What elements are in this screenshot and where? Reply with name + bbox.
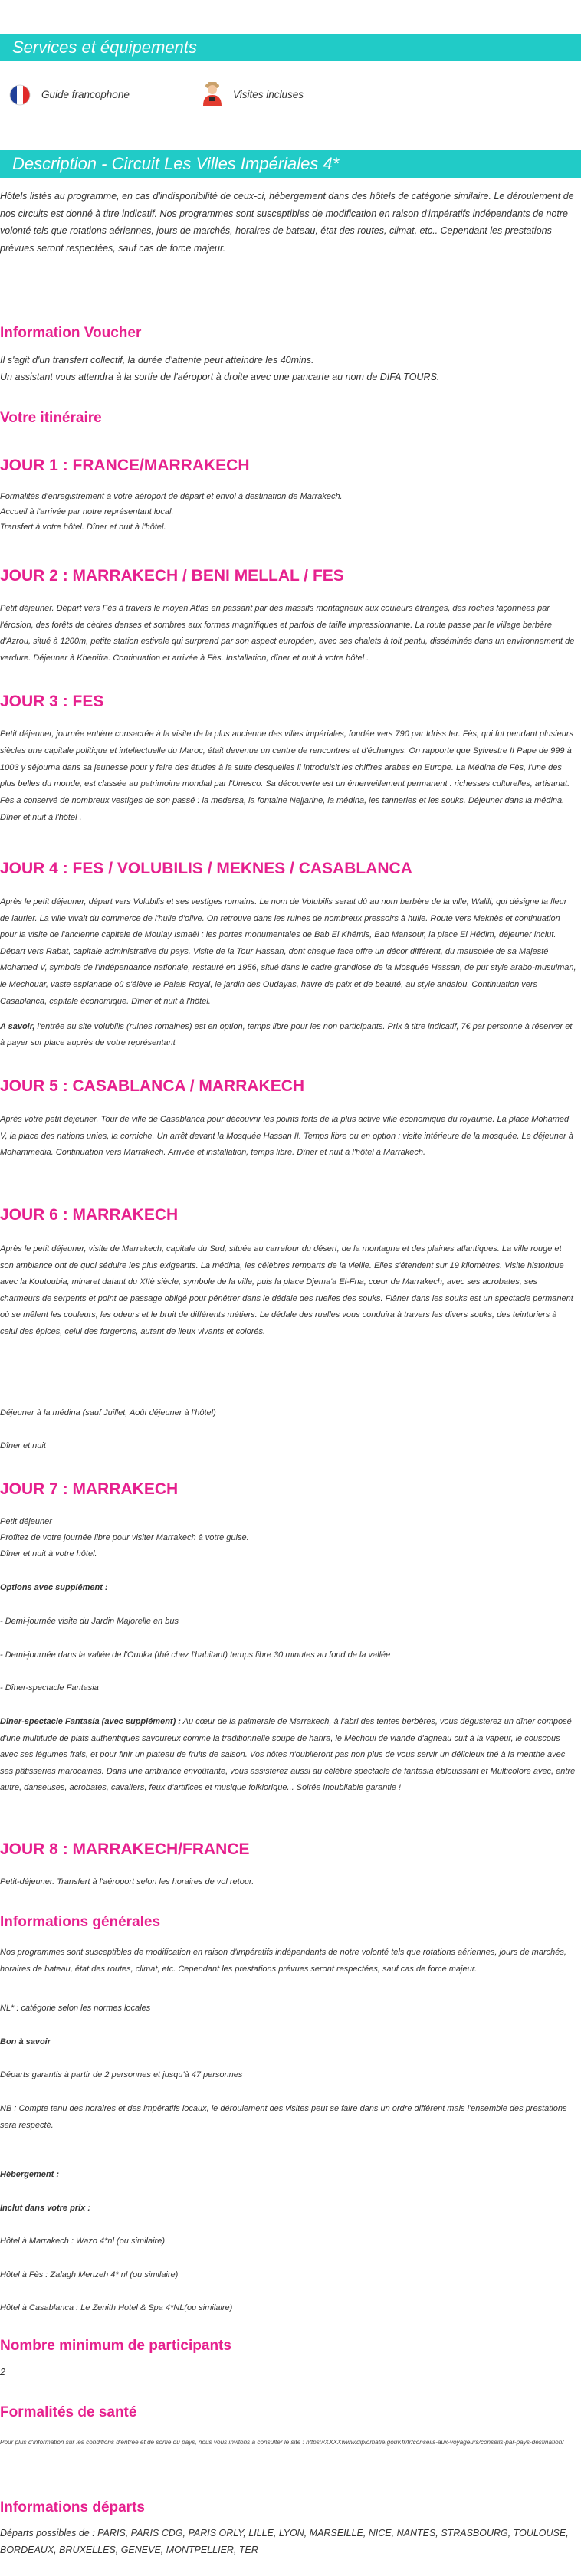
general-text: Nos programmes sont susceptibles de modification en raison d'impératifs indépendants de notre volonté tels que rotations aériennes, jours de marchés, horaires de bateau, état des routes, climat, etc. Cependant les prestations prévues seront respectées, sauf cas de force majeur.	[0, 1948, 566, 1974]
day-7-option: - Demi-journée visite du Jardin Majorelle en bus	[0, 1617, 179, 1626]
day-4-note-text: l'entrée au site volubilis (ruines romaines) est en option, temps libre pour les non participants. Prix à titre indicatif, 7€ par personne à réserver et à payer sur place auprès de votre représentant	[0, 1022, 573, 1047]
services-heading-text: Services et équipements	[12, 38, 197, 57]
day-5-title: JOUR 5 : CASABLANCA / MARRAKECH	[0, 1077, 305, 1095]
voucher-heading: Information Voucher	[0, 325, 142, 341]
day-8-text: Petit-déjeuner. Transfert à l'aéroport selon les horaires de vol retour.	[0, 1877, 254, 1886]
description-text: Hôtels listés au programme, en cas d'indisponibilité de ceux-ci, hébergement dans des hôtels de catégorie similaire. Le déroulement de nos circuits est donné à titre indicatif. Nos programmes sont susceptibles de modification en raison d'impératifs indépendants de notre volonté tels que rotations aériennes, jours de marchés, horaires de bateau, état des routes, climat, etc.. Cependant les prestations prévues seront respectées, sauf cas de force majeur.	[0, 191, 574, 254]
voucher-line-2: Un assistant vous attendra à la sortie de l'aéroport à droite avec une pancarte au nom de DIFA TOURS.	[0, 372, 440, 382]
day-1-line: Accueil à l'arrivée par notre représentant local.	[0, 507, 174, 516]
day-3-title: JOUR 3 : FES	[0, 693, 104, 710]
french-flag-icon	[9, 84, 31, 106]
day-7-line: Dîner et nuit à votre hôtel.	[0, 1549, 97, 1558]
description-heading-text: Description - Circuit Les Villes Impériales 4*	[12, 154, 340, 173]
general-inclus: Inclut dans votre prix :	[0, 2204, 90, 2213]
day-7-options-heading: Options avec supplément :	[0, 1583, 108, 1592]
day-2-text: Petit déjeuner. Départ vers Fès à travers le moyen Atlas en passant par des massifs montagneux aux couleurs étranges, des roches façonnées par l'érosion, des forêts de cèdres denses et sombres aux formes magnifiques et parfois de taille impressionnante. La route passe par le village berbère d'Azrou, situé à 1200m, petite station estivale qui surprend par son aspect européen, avec ses chalets à toit pentu, disséminés dans un environnement de verdure. Déjeuner à Khenifra. Continuation et arrivée à Fès. Installation, dîner et nuit à votre hôtel .	[0, 604, 575, 663]
day-4-title: JOUR 4 : FES / VOLUBILIS / MEKNES / CASABLANCA	[0, 860, 412, 877]
services-heading	[0, 34, 581, 61]
day-8-title: JOUR 8 : MARRAKECH/FRANCE	[0, 1840, 250, 1858]
day-6-line: Déjeuner à la médina (sauf Juillet, Août déjeuner à l'hôtel)	[0, 1408, 216, 1417]
general-hotel: Hôtel à Fès : Zalagh Menzeh 4* nl (ou similaire)	[0, 2270, 179, 2279]
day-3-text: Petit déjeuner, journée entière consacrée à la visite de la plus ancienne des villes impériales, fondée vers 790 par Idriss Ier. Fès, qui fut pendant plusieurs siècles une capitale politique et intellectuelle du Maroc, était devenue un centre de rencontres et d'échanges. On rapporte que Sylvestre II Pape de 999 à 1003 y séjourna dans sa jeunesse pour y faire des études à la suite desquelles il introduisit les chiffres arabes en Europe. La Médina de Fès, l'une des plus belles du monde, est classée au patrimoine mondial par l'Unesco. Sa découverte est un émerveillement permanent : richesses culturelles, artisanat. Fès a conservé de nombreux vestiges de son passé : la medersa, la fontaine Nejjarine, la médina, les tanneries et les souks. Déjeuner dans la médina. Dîner et nuit à l'hôtel .	[0, 729, 574, 822]
voucher-line-1: Il s'agit d'un transfert collectif, la durée d'attente peut atteindre les 40mins.	[0, 355, 314, 365]
minimum-value: 2	[0, 2367, 5, 2378]
minimum-heading: Nombre minimum de participants	[0, 2338, 231, 2354]
day-7-line: Profitez de votre journée libre pour visiter Marrakech à votre guise.	[0, 1533, 249, 1542]
service-visits-label: Visites incluses	[233, 89, 304, 100]
day-5-text: Après votre petit déjeuner. Tour de ville de Casablanca pour découvrir les points forts de la plus active ville économique du royaume. La place Mohamed V, la place des nations unies, la corniche. Un arrêt devant la Mosquée Hassan II. Temps libre ou en option : visite intérieure de la mosquée. Le déjeuner à Mohammedia. Continuation vers Marrakech. Arrivée et installation, temps libre. Dîner et nuit à l'hôtel à Marrakech.	[0, 1115, 573, 1157]
day-7-option: - Dîner-spectacle Fantasia	[0, 1683, 99, 1693]
general-bon-heading: Bon à savoir	[0, 2037, 51, 2047]
day-7-title: JOUR 7 : MARRAKECH	[0, 1480, 179, 1498]
itinerary-heading: Votre itinéraire	[0, 410, 102, 426]
service-guide-label: Guide francophone	[41, 89, 130, 100]
day-7-option: - Demi-journée dans la vallée de l'Ourika (thé chez l'habitant) temps libre 30 minutes au fond de la vallée	[0, 1650, 391, 1660]
general-hebergement: Hébergement :	[0, 2170, 60, 2179]
health-heading: Formalités de santé	[0, 2404, 137, 2420]
day-6-title: JOUR 6 : MARRAKECH	[0, 1206, 179, 1224]
day-7-fantasia	[0, 1714, 576, 1797]
day-7-fantasia-text: Au cœur de la palmeraie de Marrakech, à l'abri des tentes berbères, vous dégusterez un dîner composé d'une multitude de plats authentiques savoureux comme la traditionnelle soupe de harira, le Méchoui de viande d'agneau cuit à la vapeur, le couscous avec ses légumes frais, et pour finir un plateau de fruits de saison. Vos hôtes n'oublieront pas non plus de vous servir un délicieux thé à la menthe avec ses pâtisseries marocaines. Dans une ambiance envoûtante, vous assisterez aussi au célèbre spectacle de fantasia éblouissant et Multicolore avec, entre autre, danseuses, acrobates, cavaliers, feux d'artifices et musique folklorique... Soirée inoubliable garantie !	[0, 1717, 576, 1793]
health-text: Pour plus d'information sur les conditions d'entrée et de sortie du pays, nous vous invitons à consulter le site : https://XXXXwww.diplomatie.gouv.fr/fr/conseils-aux-voyageurs/conseils-par-pays-destination/	[0, 2439, 564, 2446]
general-departures: Départs garantis à partir de 2 personnes et jusqu'à 47 personnes	[0, 2070, 243, 2079]
departures-text: Départs possibles de : PARIS, PARIS CDG, PARIS ORLY, LILLE, LYON, MARSEILLE, NICE, NANTES, STRASBOURG, TOULOUSE, BORDEAUX, BRUXELLES, GENEVE, MONTPELLIER, TER	[0, 2528, 569, 2555]
day-4-text: Après le petit déjeuner, départ vers Volubilis et ses vestiges romains. Le nom de Volubilis serait dû au nom berbère de la ville, Walili, qui désigne la fleur de laurier. La ville vivait du commerce de l'huile d'olive. On retrouve dans les ruines de nombreux pressoirs à huile. Route vers Meknès et continuation pour la visite de l'ancienne capitale de Moulay Ismaël : les portes monumentales de Bab El Khémis, Bab Mansour, la place El Hédim, déjeuner inclut. Départ vers Rabat, capitale administrative du pays. Visite de la Tour Hassan, dont chaque face offre un décor différent, du mausolée de sa Majesté Mohamed V, symbole de l'indépendance nationale, restauré en 1956, situé dans le cadre grandiose de la Mosquée Hassan, de pur style arabo-musulman, le Mechouar, vaste esplanade où s'élève le Palais Royal, le jardin des Oudayas, havre de paix et de beauté, au style andalou. Continuation vers Casablanca, capitale économique. Dîner et nuit à l'hôtel.	[0, 897, 576, 1006]
day-6-text: Après le petit déjeuner, visite de Marrakech, capitale du Sud, située au carrefour du désert, de la montagne et des plaines atlantiques. La ville rouge et son ambiance ont de quoi séduire les plus exigeants. La médina, les célèbres remparts de la vieille. Elles s'étendent sur 19 kilomètres. Visite historique avec la Koutoubia, minaret datant du XIIè siècle, symbole de la ville, puis la place Djema'a El-Fna, cœur de Marrakech, avec ses acrobates, ses charmeurs de serpents et point de passage obligé pour pénétrer dans le dédale des ruelles des souks. Flâner dans les souks est un spectacle permanent où se mêlent les couleurs, les odeurs et le bruit de différents métiers. Le dédale des ruelles vous conduira à travers les divers souks, des teinturiers à celui des épices, celui des forgerons, autant de lieux vivants et colorés.	[0, 1244, 573, 1336]
departures-heading: Informations départs	[0, 2499, 145, 2515]
general-nl: NL* : catégorie selon les normes locales	[0, 2004, 151, 2013]
general-hotel: Hôtel à Casablanca : Le Zenith Hotel & Spa 4*NL(ou similaire)	[0, 2303, 233, 2312]
guide-person-icon	[201, 80, 224, 107]
general-nb: NB : Compte tenu des horaires et des impératifs locaux, le déroulement des visites peut se faire dans un ordre différent mais l'ensemble des prestations sera respecté.	[0, 2104, 567, 2130]
general-hotel: Hôtel à Marrakech : Wazo 4*nl (ou similaire)	[0, 2237, 165, 2246]
day-1-line: Formalités d'enregistrement à votre aéroport de départ et envol à destination de Marrakech.	[0, 492, 343, 501]
day-4-note-bold: A savoir,	[0, 1022, 35, 1031]
day-1-line: Transfert à votre hôtel. Dîner et nuit à l'hôtel.	[0, 523, 166, 532]
day-7-line: Petit déjeuner	[0, 1517, 52, 1526]
day-4-note	[0, 1019, 576, 1051]
description-heading	[0, 150, 581, 178]
day-6-line: Dîner et nuit	[0, 1441, 46, 1450]
day-2-title: JOUR 2 : MARRAKECH / BENI MELLAL / FES	[0, 567, 344, 585]
day-1-title: JOUR 1 : FRANCE/MARRAKECH	[0, 457, 250, 474]
general-heading: Informations générales	[0, 1914, 161, 1930]
day-7-fantasia-bold: Dîner-spectacle Fantasia (avec supplément) :	[0, 1717, 181, 1726]
